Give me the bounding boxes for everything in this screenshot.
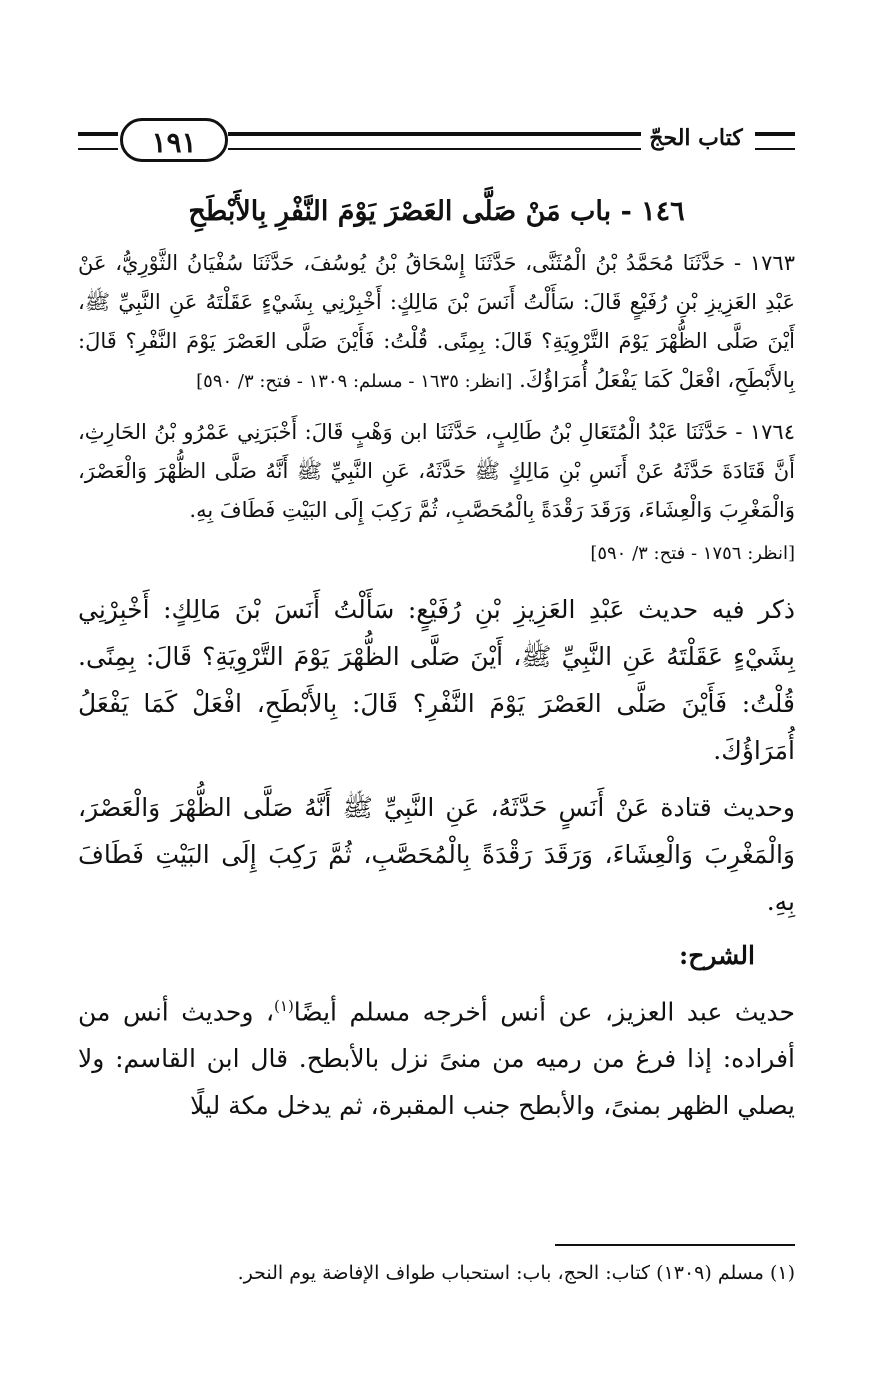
- hadith-reference: [انظر: ١٦٣٥ - مسلم: ١٣٠٩ - فتح: ٣/ ٥٩٠]: [196, 371, 513, 392]
- hadith-1763: [78, 244, 795, 401]
- header-rule-left: [78, 132, 118, 150]
- page-number: ١٩١: [120, 118, 228, 162]
- chapter-title: ١٤٦ - باب مَنْ صَلَّى العَصْرَ يَوْمَ النَّفْرِ بِالأَبْطَحِ: [188, 196, 685, 227]
- sharh-text: ، وحديث أنس من أفراده: إذا فرغ من رميه من منىً نزل بالأبطح. قال ابن القاسم: ولا يصلي الظهر بمنىً، والأبطح جنب المقبرة، ثم يدخل مكة ليلًا: [78, 997, 795, 1121]
- sharh-text: حديث عبد العزيز، عن أنس أخرجه مسلم أيضًا: [293, 997, 795, 1027]
- page-header: [78, 118, 795, 164]
- hadith-reference: [انظر: ١٧٥٦ - فتح: ٣/ ٥٩٠]: [590, 543, 795, 564]
- main-text: [78, 190, 795, 1139]
- footnote-marker: (١): [274, 997, 294, 1015]
- hadith-1764: [78, 413, 795, 530]
- header-rule-right: [755, 132, 795, 150]
- hadith-text: ١٧٦٣ - حَدَّثَنَا مُحَمَّدُ بْنُ الْمُثَنَّى، حَدَّثَنَا إِسْحَاقُ بْنُ يُوسُفَ، حَدَّثَنَا سُفْيَانُ الثَّوْرِيُّ، عَنْ عَبْدِ العَزِيزِ بْنِ رُفَيْعٍ قَالَ: سَأَلْتُ أَنَسَ بْنَ مَالِكٍ: أَخْبِرْنِي بِشَيْءٍ عَقَلْتَهُ عَنِ النَّبِيِّ ﷺ، أَيْنَ صَلَّى الظُّهْرَ يَوْمَ التَّرْوِيَةِ؟ قَالَ: بِمِنًى. قُلْتُ: فَأَيْنَ صَلَّى العَصْرَ يَوْمَ النَّفْرِ؟ قَالَ: بِالأَبْطَحِ، افْعَلْ كَمَا يَفْعَلُ أُمَرَاؤُكَ.: [78, 251, 796, 392]
- running-title: كتاب الحجّ: [641, 120, 751, 156]
- commentary-paragraph: ذكر فيه حديث عَبْدِ العَزِيزِ بْنِ رُفَيْعٍ: سَأَلْتُ أَنَسَ بْنَ مَالِكٍ: أَخْبِرْنِي بِشَيْءٍ عَقَلْتَهُ عَنِ النَّبِيِّ ﷺ، أَيْنَ صَلَّى الظُّهْرَ يَوْمَ التَّرْوِيَةِ؟ قَالَ: بِمِنًى. قُلْتُ: فَأَيْنَ صَلَّى العَصْرَ يَوْمَ النَّفْرِ؟ قَالَ: بِالأَبْطَحِ، افْعَلْ كَمَا يَفْعَلُ أُمَرَاؤُكَ.: [78, 595, 795, 765]
- footnote: (١) مسلم (١٣٠٩) كتاب: الحج، باب: استحباب طواف الإفاضة يوم النحر.: [237, 1262, 795, 1284]
- hadith-text: ١٧٦٤ - حَدَّثَنَا عَبْدُ الْمُتَعَالِ بْنُ طَالِبٍ، حَدَّثَنَا ابن وَهْبٍ قَالَ: أَخْبَرَنِي عَمْرُو بْنُ الحَارِثِ، أَنَّ قَتَادَةَ حَدَّثَهُ عَنْ أَنَسِ بْنِ مَالِكٍ ﷺ حَدَّثَهُ، عَنِ النَّبِيِّ ﷺ أَنَّهُ صَلَّى الظُّهْرَ وَالْعَصْرَ، وَالْمَغْرِبَ وَالْعِشَاءَ، وَرَقَدَ رَقْدَةً بِالْمُحَصَّبِ، ثُمَّ رَكِبَ إِلَى البَيْتِ فَطَافَ بِهِ.: [78, 420, 795, 522]
- sharh-paragraph: [78, 983, 795, 1129]
- header-rule-middle: [228, 132, 645, 150]
- commentary-paragraph: وحديث قتادة عَنْ أَنَسٍ حَدَّثَهُ، عَنِ النَّبِيِّ ﷺ أَنَّهُ صَلَّى الظُّهْرَ وَالْعَصْرَ، وَالْمَغْرِبَ وَالْعِشَاءَ، وَرَقَدَ رَقْدَةً بِالْمُحَصَّبِ، ثُمَّ رَكِبَ إِلَى البَيْتِ فَطَافَ بِهِ.: [78, 793, 795, 916]
- footnote-divider: [555, 1244, 795, 1246]
- sharh-heading: الشرح:: [678, 941, 755, 970]
